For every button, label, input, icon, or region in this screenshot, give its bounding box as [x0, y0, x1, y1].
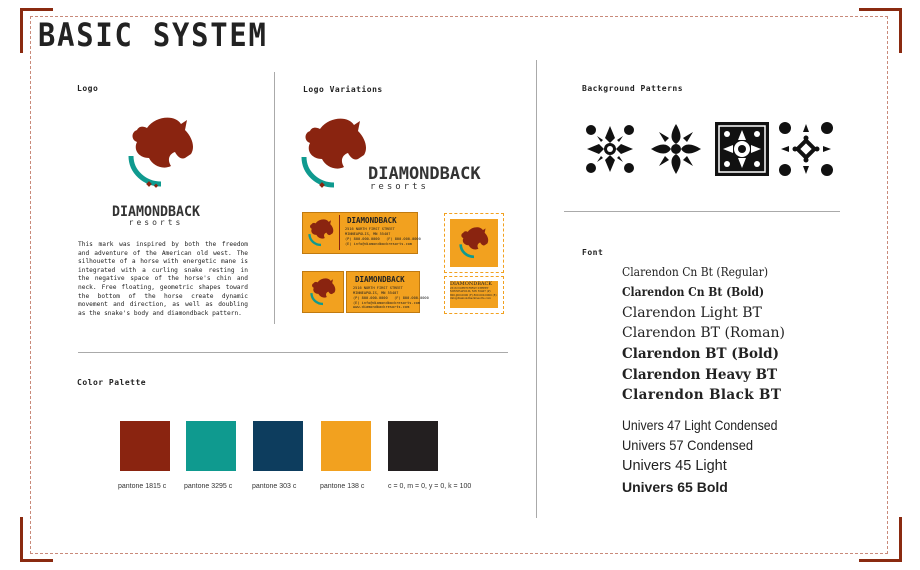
font-sample-clarendon-cn-regular: Clarendon Cn Bt (Regular)	[622, 264, 769, 279]
font-sample-clarendon-cn-bold: Clarendon Cn Bt (Bold)	[622, 284, 765, 299]
logo-brand-name: DIAMONDBACK	[111, 204, 201, 220]
stamp-brand-name: DIAMONDBACK	[450, 281, 493, 287]
section-label-font: Font	[582, 248, 604, 257]
swatch-label-orange: pantone 138 c	[320, 483, 365, 490]
swatch-navy	[253, 421, 303, 471]
corner-bottom-right	[859, 517, 902, 562]
font-sample-clarendon-black: Clarendon Black BT	[622, 387, 782, 403]
font-sample-univers-57: Univers 57 Condensed	[622, 437, 754, 453]
font-sample-clarendon-heavy: Clarendon Heavy BT	[622, 367, 778, 383]
font-sample-clarendon-roman: Clarendon BT (Roman)	[622, 325, 785, 341]
pattern-tile-2	[649, 122, 703, 176]
business-card-front	[302, 212, 421, 254]
page-title: BASIC SYSTEM	[38, 16, 268, 54]
swatch-teal	[186, 421, 236, 471]
font-sample-univers-65: Univers 65 Bold	[622, 479, 728, 495]
pattern-tile-1	[583, 122, 637, 176]
swatch-label-navy: pantone 303 c	[252, 483, 297, 490]
divider-palette	[78, 352, 508, 353]
horse-logo-horizontal-icon	[298, 114, 370, 194]
logo-brand-sub: resorts	[128, 218, 184, 227]
card-back-brand-name: DIAMONDBACK	[355, 275, 405, 284]
section-label-logo-variations: Logo Variations	[303, 85, 383, 94]
stamp-logo-frame	[444, 213, 504, 273]
corner-bottom-left	[20, 517, 53, 562]
swatch-label-red: pantone 1815 c	[118, 483, 167, 490]
font-sample-clarendon-light: Clarendon Light BT	[622, 305, 762, 321]
font-sample-univers-47: Univers 47 Light Condensed	[622, 417, 778, 433]
divider-main	[536, 60, 537, 518]
pattern-tile-3	[715, 122, 769, 176]
section-label-logo: Logo	[77, 84, 99, 93]
section-label-background-patterns: Background Patterns	[582, 84, 684, 93]
horse-logo-icon	[125, 114, 197, 192]
business-card-back	[346, 271, 429, 313]
card-address: 2516 NORTH FIRST STREET MINNEAPOLIS, MN 55407 (P) 800.000.0000 (F) 800.000.0000 (E) info@diamondbackresorts.com	[345, 227, 421, 246]
swatch-label-black: c = 0, m = 0, y = 0, k = 100	[388, 483, 472, 490]
divider-logo	[274, 72, 275, 324]
card-back-address: 2516 NORTH FIRST STREET MINNEAPOLIS, MN 55407 (P) 800.000.0000 (F) 800.000.0000 (E) info@diamondbackresorts.com	[353, 286, 429, 305]
swatch-black	[388, 421, 438, 471]
section-label-color-palette: Color Palette	[77, 378, 147, 387]
corner-top-right	[859, 8, 902, 53]
card-brand-name: DIAMONDBACK	[347, 216, 397, 225]
logo-description: This mark was inspired by both the freedom and adventure of the American old west. The silhouette of a horse with energetic mane is integrated with a curling snake resting in the negative space of the horse's chin and neck. Free floating, geometric shapes toward the bottom of the horse create dynamic movement and direction, as well as doubling as the snake's body and diamondback pattern.	[78, 241, 248, 317]
variation-brand-name: DIAMONDBACK	[368, 164, 481, 184]
font-sample-univers-45: Univers 45 Light	[622, 458, 727, 474]
stamp-address: 2516 NORTH FIRST STREET MINNEAPOLIS, MN 55407 (P) 800.000.0000 (F) 800.000.0000 (E) info@diamondbackresorts.com	[450, 287, 497, 301]
card-back-website: www.diamondbackresorts.com	[353, 305, 410, 309]
divider-font	[564, 211, 840, 212]
swatch-red	[120, 421, 170, 471]
stamp-text-frame	[444, 276, 504, 314]
font-sample-clarendon-bold: Clarendon BT (Bold)	[622, 346, 780, 362]
business-card-icon-tile	[302, 271, 344, 313]
card-horse-icon	[307, 218, 335, 248]
swatch-label-teal: pantone 3295 c	[184, 483, 233, 490]
swatch-orange	[321, 421, 371, 471]
variation-brand-sub: resorts	[370, 182, 429, 192]
stamp-horse-icon	[458, 225, 490, 261]
tile-horse-icon	[309, 277, 337, 307]
pattern-tile-4	[779, 122, 833, 176]
